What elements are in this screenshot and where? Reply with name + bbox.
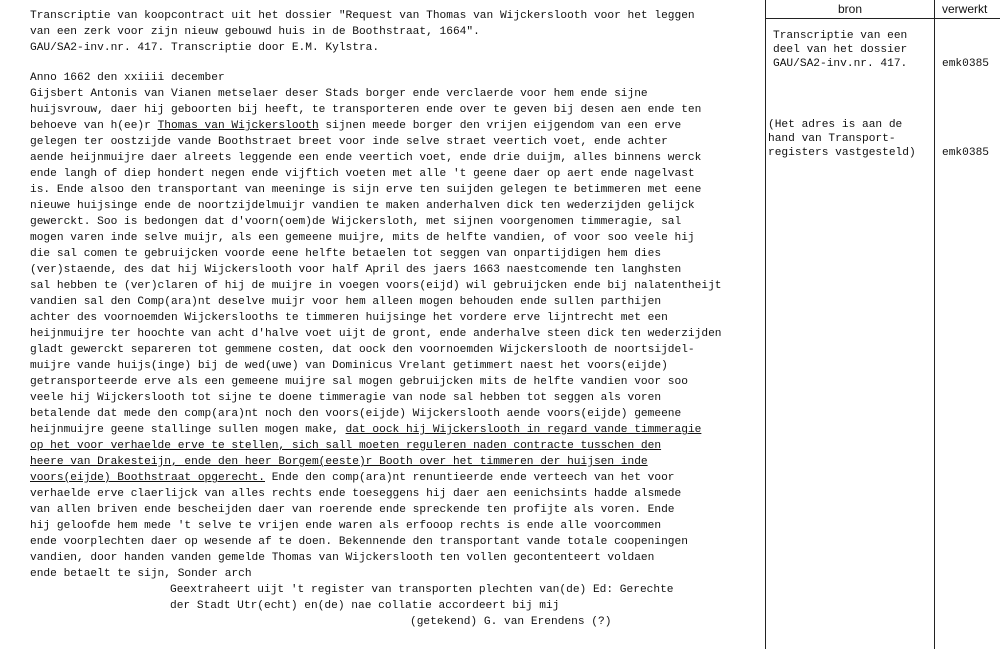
buyer-name: Thomas van Wijckerslooth xyxy=(157,120,319,132)
text-line: betalende dat mede den comp(ara)nt noch den voors(eijde) Wijckerslooth aende voors(eijde) gemeene xyxy=(30,408,682,420)
text-line: van allen briven ende bescheijden daer van roerende ende spreckende ten profijte als voren. Ende xyxy=(30,504,675,516)
column-divider xyxy=(934,0,935,649)
column-divider xyxy=(765,0,766,649)
text-line: hij geloofde hem mede 't selve te vrijen ende waren als erfooop rechts is ende alle voorcommen xyxy=(30,520,662,532)
text-line: aende heijnmuijre daer alreets leggende een ende veertich voet, ende drie duijm, alles binnens werck xyxy=(30,152,702,164)
text-line: huijsvrouw, daer hij geboorten bij heeft, te transporteren ende over te geven bij desen aen ende ten xyxy=(30,104,702,116)
underlined-clause: dat oock hij Wijckerslooth in regard vande timmeragie xyxy=(345,424,702,436)
text-line: die sal comen te gebruijcken voorde eene helfte betaelen tot seggen van onpartijdigen hem dies xyxy=(30,248,662,260)
signature-line: (getekend) G. van Erendens (?) xyxy=(410,616,612,628)
verwerkt-code: emk0385 xyxy=(942,147,989,159)
intro-line: van een zerk voor zijn nieuw gebouwd huis in de Boothstraat, 1664". xyxy=(30,26,480,38)
text-line: muijre vande huijs(inge) bij de wed(uwe) van Dominicus Vrelant getimmert naest het voors(eijde) xyxy=(30,360,668,372)
text-line: (ver)staende, des dat hij Wijckerslooth voor half April des jaers 1663 naestcomende ten langhsten xyxy=(30,264,682,276)
closing-line: der Stadt Utr(echt) en(de) nae collatie accordeert bij mij xyxy=(170,600,560,612)
record-date: Anno 1662 den xxiiii december xyxy=(30,72,225,84)
text-line: getransporteerde erve als een gemeene muijre sal mogen gebruijcken mits de helfte vandien voor soo xyxy=(30,376,688,388)
text-line xyxy=(30,422,701,438)
text-line xyxy=(30,118,681,134)
text-line: ende langh of diep hondert negen ende vijftich voeten met alle 't geene daer op aert ende nagelvast xyxy=(30,168,695,180)
underlined-clause: voors(eijde) Boothstraat opgerecht. xyxy=(30,472,265,484)
text-segment: sijnen meede borger den vrijen eijgendom van een erve xyxy=(318,120,682,132)
verwerkt-header: verwerkt xyxy=(942,2,988,16)
text-line: ende betaelt te sijn, Sonder arch xyxy=(30,568,252,580)
text-line: nieuwe huijsinge ende de noortzijdelmuijr vandien te maken anderhalven dick ten wederzijden gelijck xyxy=(30,200,695,212)
underlined-clause: op het voor verhaelde erve te stellen, sich sall moeten reguleren naden contracte tusschen den xyxy=(30,440,662,452)
text-line: verhaelde erve claerlijck van alles rechts ende toeseggens hij daer aen eenichsints hadde alsmede xyxy=(30,488,682,500)
text-line: achter des voornoemden Wijckerslooths te timmeren huijsinge het vordere erve lijntrecht met een xyxy=(30,312,668,324)
text-line: vandien, door handen vanden gemelde Thomas van Wijckerslooth ten vollen gecontenteert voldaen xyxy=(30,552,655,564)
text-line: Gijsbert Antonis van Vianen metselaer deser Stads borger ende verclaerde voor hem ende sijne xyxy=(30,88,648,100)
bron-note-line: GAU/SA2-inv.nr. 417. xyxy=(773,58,908,70)
verwerkt-code: emk0385 xyxy=(942,58,989,70)
bron-note xyxy=(768,118,916,160)
text-segment: behoeve van h(ee)r xyxy=(30,120,158,132)
bron-note-line: hand van Transport- xyxy=(768,133,896,145)
intro-line: GAU/SA2-inv.nr. 417. Transcriptie door E.M. Kylstra. xyxy=(30,42,380,54)
bron-note xyxy=(773,29,907,71)
text-line: heijnmuijre ter hoochte van acht d'halve voet uijt de gront, ende anderhalve steen dick ten wederzijden xyxy=(30,328,722,340)
bron-note-line: (Het adres is aan de xyxy=(768,119,903,131)
text-line: mogen varen inde selve muijr, als een gemeene muijre, mits de helfte vandien, of voor soo veele hij xyxy=(30,232,695,244)
text-segment: heijnmuijre geene stallinge sullen mogen make, xyxy=(30,424,346,436)
transcription-text xyxy=(30,0,765,649)
intro-line: Transcriptie van koopcontract uit het dossier "Request van Thomas van Wijckerslooth voor het leggen xyxy=(30,10,695,22)
header-divider xyxy=(765,18,1000,19)
text-line: is. Ende alsoo den transportant van meeninge is sijn erve ten suijden gelegen te betimmeren met eene xyxy=(30,184,702,196)
text-line xyxy=(30,470,675,486)
bron-note-line: Transcriptie van een xyxy=(773,30,908,42)
closing-line: Geextraheert uijt 't register van transporten plechten van(de) Ed: Gerechte xyxy=(170,584,674,596)
text-line: gewerckt. Soo is bedongen dat d'voorn(oem)de Wijckersloth, met sijnen voorgenomen timmeragie, sal xyxy=(30,216,682,228)
text-line: gladt gewerckt separeren tot gemmene costen, dat oock den voornoemden Wijckerslooth de noortsijdel- xyxy=(30,344,695,356)
text-line: sal hebben te (ver)claren of hij de muijre in voegen voors(eijd) wil gebruijcken ende bij nalatentheijt xyxy=(30,280,722,292)
bron-header: bron xyxy=(838,2,863,16)
bron-note-line: deel van het dossier xyxy=(773,44,908,56)
text-line: veele hij Wijckerslooth tot sijne te doene timmeragie van node sal hebben tot seggen als voren xyxy=(30,392,662,404)
text-line: gelegen ter oostzijde vande Boothstraet breet voor inde selve straet veertich voet, ende achter xyxy=(30,136,668,148)
text-line: ende voorplechten daer op wesende af te doen. Bekennende den transportant vande totale coopeningen xyxy=(30,536,688,548)
text-line: vandien sal den Comp(ara)nt deselve muijr voor hem alleen mogen behouden ende sullen parthijen xyxy=(30,296,662,308)
bron-note-line: registers vastgesteld) xyxy=(768,147,916,159)
text-segment: Ende den comp(ara)nt renuntieerde ende verteech van het voor xyxy=(264,472,675,484)
underlined-clause: heere van Drakesteijn, ende den heer Borgem(eeste)r Booth over het timmeren der huijsen inde xyxy=(30,456,648,468)
